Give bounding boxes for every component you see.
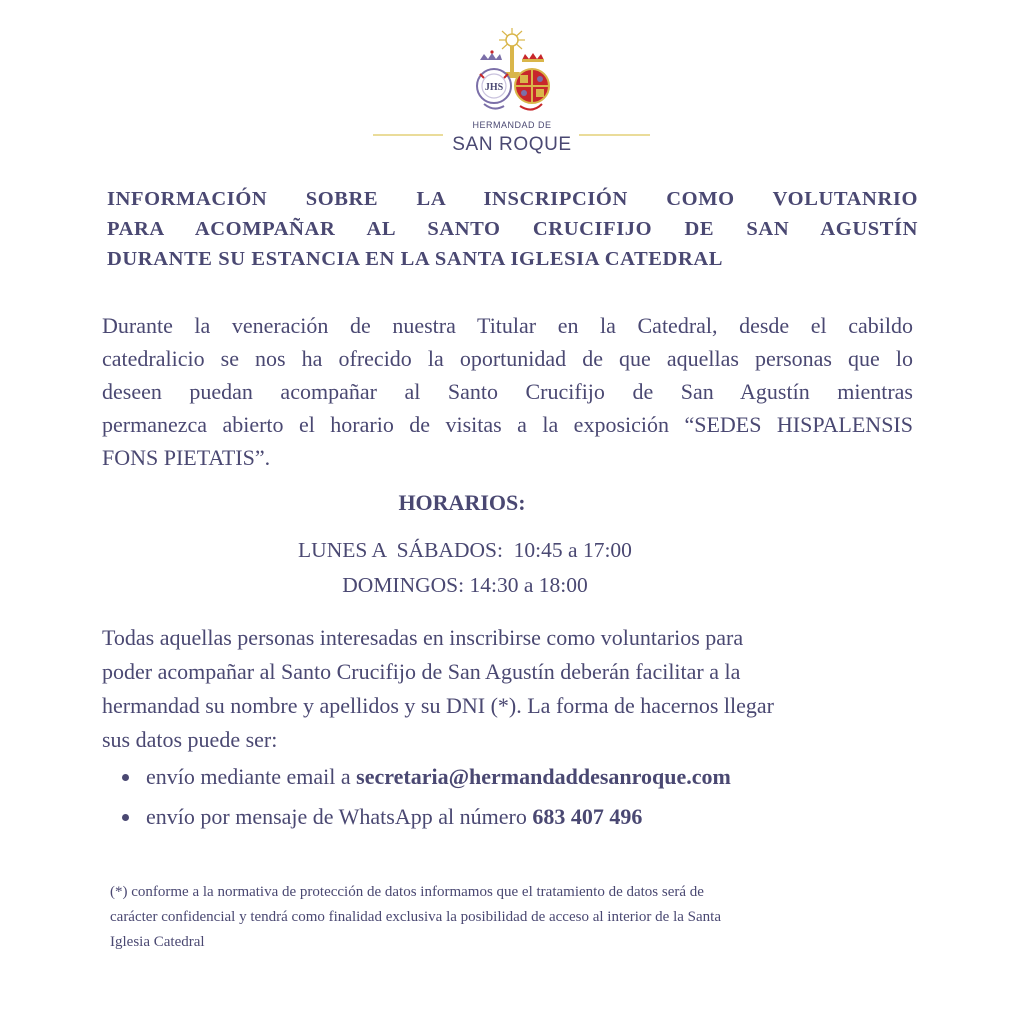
title-line: PARA ACOMPAÑAR AL SANTO CRUCIFIJO DE SAN AGUSTÍN [107, 218, 918, 240]
schedule-sundays: DOMINGOS: 14:30 a 18:00 [342, 573, 588, 597]
bullet-icon [122, 774, 129, 781]
bullet-icon [122, 814, 129, 821]
contact-whatsapp-number[interactable]: 683 407 496 [532, 804, 643, 829]
org-name: SAN ROQUE [452, 134, 572, 155]
header [0, 24, 1024, 164]
data-protection-footnote [110, 880, 910, 955]
registration-paragraph [102, 621, 913, 757]
svg-text:JHS: JHS [484, 82, 504, 93]
page-title [107, 184, 918, 274]
intro-line: Durante la veneración de nuestra Titular en la Catedral, desde el cabildo [102, 313, 913, 338]
registration-line: poder acompañar al Santo Crucifijo de San Agustín deberán facilitar a la [102, 659, 741, 684]
contact-methods-list [118, 760, 938, 840]
list-item [118, 760, 938, 800]
footnote-line: (*) conforme a la normativa de protección de datos informamos que el tratamiento de datos será de [110, 884, 704, 900]
intro-line: catedralicio se nos ha ofrecido la oportunidad de que aquellas personas que lo [102, 346, 913, 371]
brotherhood-crest-logo [470, 26, 554, 118]
registration-line: hermandad su nombre y apellidos y su DNI (*). La forma de hacernos llegar [102, 693, 774, 718]
schedule-weekdays: LUNES A SÁBADOS: 10:45 a 17:00 [298, 538, 632, 562]
intro-paragraph [102, 309, 913, 474]
contact-email-link[interactable]: secretaria@hermandaddesanroque.com [356, 764, 731, 789]
schedule-heading: HORARIOS: [398, 490, 526, 515]
intro-line: deseen puedan acompañar al Santo Crucifijo de San Agustín mientras [102, 379, 913, 404]
org-subtitle: HERMANDAD DE [472, 120, 552, 130]
registration-line: sus datos puede ser: [102, 727, 278, 752]
intro-line: permanezca abierto el horario de visitas a la exposición “SEDES HISPALENSIS [102, 412, 913, 437]
intro-line: FONS PIETATIS”. [102, 445, 271, 470]
title-line: DURANTE SU ESTANCIA EN LA SANTA IGLESIA CATEDRAL [107, 248, 724, 270]
footnote-line: carácter confidencial y tendrá como finalidad exclusiva la posibilidad de acceso al interior de la Santa [110, 909, 721, 925]
registration-line: Todas aquellas personas interesadas en inscribirse como voluntarios para [102, 625, 744, 650]
contact-whatsapp-prefix: envío por mensaje de WhatsApp al número [146, 804, 533, 829]
title-line: INFORMACIÓN SOBRE LA INSCRIPCIÓN COMO VOLUTANRIO [107, 188, 918, 210]
list-item [118, 800, 938, 840]
footnote-line: Iglesia Catedral [110, 934, 205, 950]
contact-email-prefix: envío mediante email a [146, 764, 357, 789]
